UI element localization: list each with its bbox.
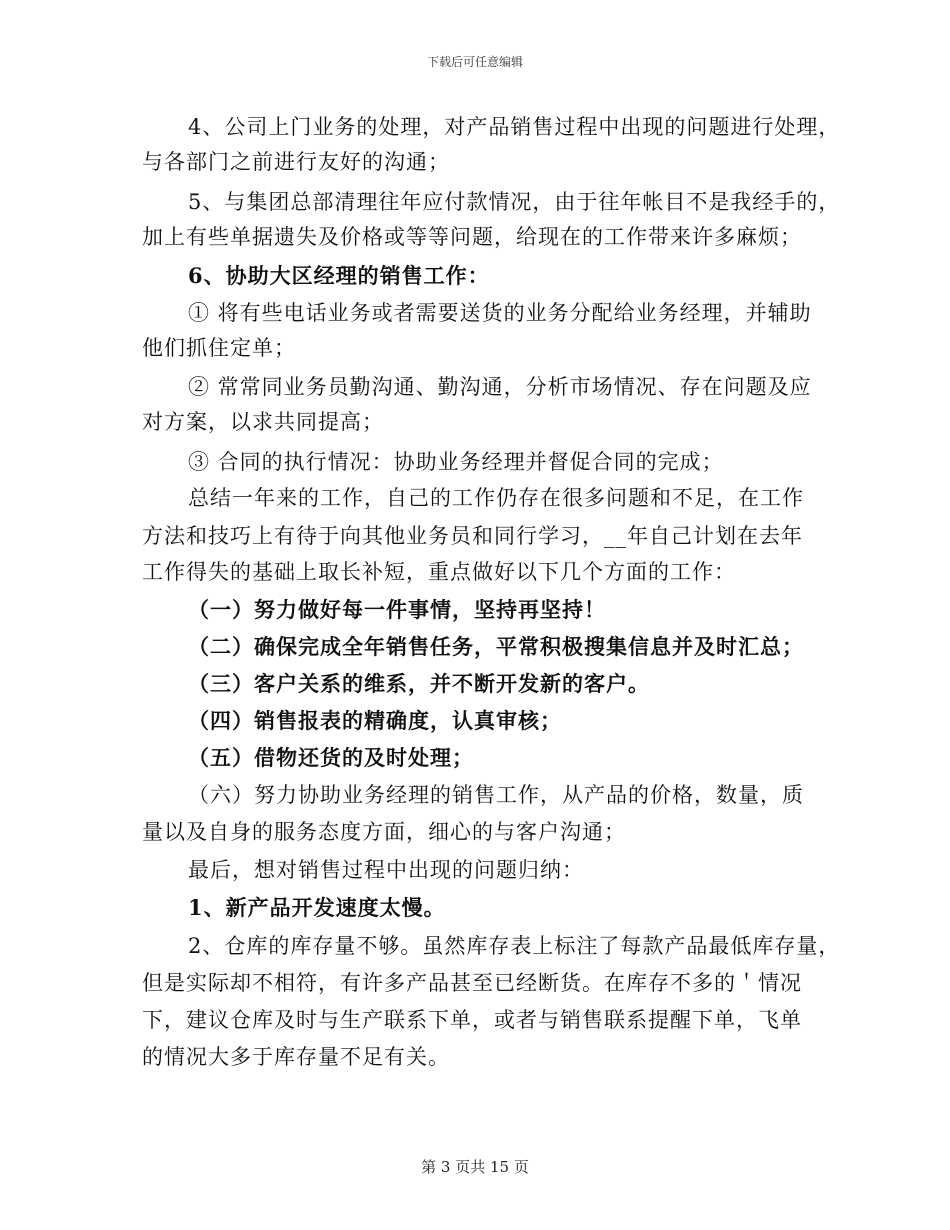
plan-item-1: （一）努力做好每一件事情，坚持再坚持！	[188, 597, 606, 622]
text-line: 量以及自身的服务态度方面，细心的与客户沟通；	[142, 820, 626, 844]
text-line: 加上有些单据遗失及价格或等等问题，给现在的工作带来许多麻烦；	[142, 225, 802, 249]
plan-item-4: （四）销售报表的精确度，认真审核；	[188, 708, 562, 733]
text-line: 工作得失的基础上取长补短，重点做好以下几个方面的工作：	[142, 560, 736, 584]
text-line: 2、仓库的库存量不够。虽然库存表上标注了每款产品最低库存量，	[188, 934, 841, 958]
text-line: 对方案，以求共同提高；	[142, 410, 384, 434]
text-line: 最后，想对销售过程中出现的问题归纳：	[188, 858, 584, 882]
text-line: 4、公司上门业务的处理，对产品销售过程中出现的问题进行处理，	[188, 115, 841, 139]
text-line: 5、与集团总部清理往年应付款情况，由于往年帐目不是我经手的，	[188, 190, 841, 214]
text-line: 但是实际却不相符，有许多产品甚至已经断货。在库存不多的＇情况	[142, 971, 802, 995]
plan-item-6: （六）努力协助业务经理的销售工作，从产品的价格，数量，质	[188, 783, 804, 807]
text-line: ③ 合同的执行情况：协助业务经理并督促合同的完成；	[188, 450, 724, 474]
text-line: 的情况大多于库存量不足有关。	[142, 1045, 450, 1069]
section-heading: 6、协助大区经理的销售工作：	[188, 263, 490, 288]
text-line: 方法和技巧上有待于向其他业务员和同行学习，__年自己计划在去年	[142, 524, 803, 548]
text-line: 与各部门之前进行友好的沟通；	[142, 150, 450, 174]
problem-heading: 1、新产品开发速度太慢。	[188, 895, 446, 920]
page-header: 下载后可任意编辑	[426, 55, 523, 69]
plan-item-2: （二）确保完成全年销售任务，平常积极搜集信息并及时汇总；	[188, 634, 804, 659]
page-footer: 第 3 页共 15 页	[421, 1158, 529, 1176]
plan-item-3: （三）客户关系的维系，并不断开发新的客户。	[188, 671, 650, 696]
text-line: ① 将有些电话业务或者需要送货的业务分配给业务经理，并辅助	[188, 301, 812, 325]
text-line: 下，建议仓库及时与生产联系下单，或者与销售联系提醒下单，飞单	[142, 1008, 802, 1032]
text-line: 总结一年来的工作，自己的工作仍存在很多问题和不足，在工作	[188, 486, 804, 510]
plan-item-5: （五）借物还货的及时处理；	[188, 745, 474, 770]
text-line: 他们抓住定单；	[142, 336, 296, 360]
text-line: ② 常常同业务员勤沟通、勤沟通，分析市场情况、存在问题及应	[188, 375, 812, 399]
